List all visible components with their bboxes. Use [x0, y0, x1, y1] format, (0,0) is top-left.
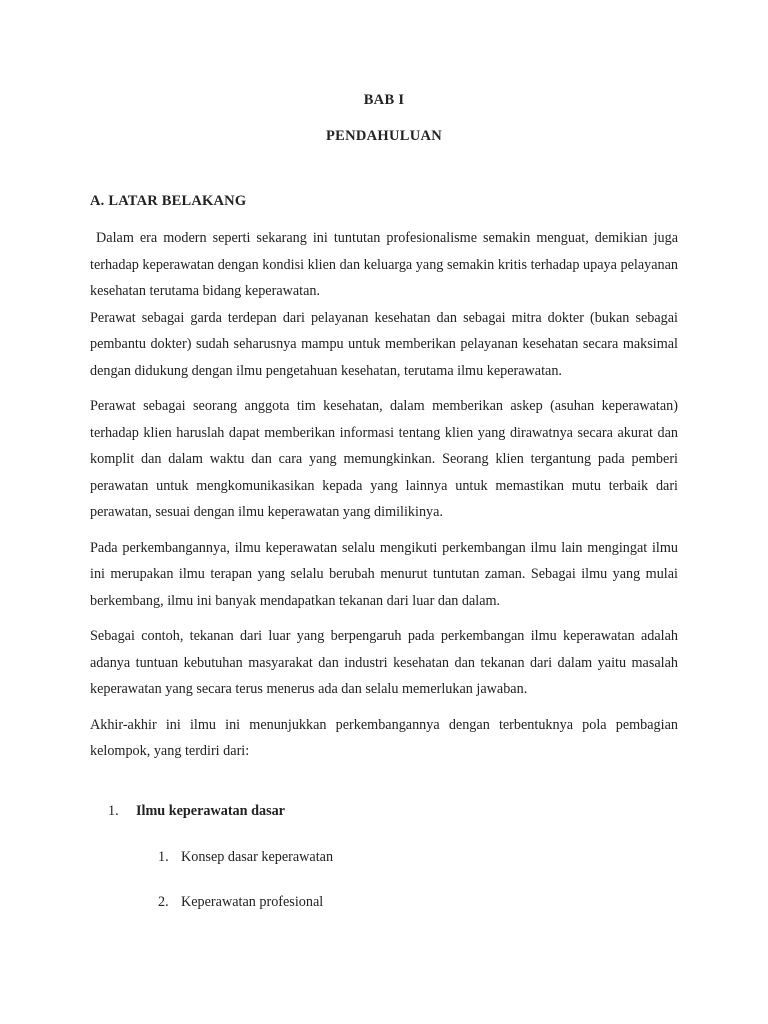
- section-heading: A. LATAR BELAKANG: [90, 193, 247, 209]
- chapter-title: PENDAHULUAN: [325, 128, 443, 144]
- paragraph-6: Akhir-akhir ini ilmu ini menunjukkan perkembangannya dengan terbentuknya pola pembagian kelompok, yang terdiri dari:: [90, 716, 678, 759]
- sub-list-item-1: [158, 849, 333, 866]
- body-text: [90, 225, 682, 765]
- sub-list-item-number: 2.: [158, 894, 169, 910]
- list-item-1: [108, 803, 285, 820]
- sub-list-item-number: 1.: [158, 849, 169, 865]
- paragraph-3: Perawat sebagai seorang anggota tim kesehatan, dalam memberikan askep (asuhan keperawatan) terhadap klien haruslah dapat memberikan informasi tentang klien yang dirawatnya secara akurat dan komplit dan dalam waktu dan cara yang memungkinkan. Seorang klien tergantung pada pemberi perawatan untuk mengkomunikasikan kepada yang lainnya untuk memastikan mutu terbaik dari perawatan, sesuai dengan ilmu keperawatan yang dimilikinya.: [90, 398, 678, 520]
- chapter-label: BAB I: [363, 92, 405, 108]
- paragraph-4: Pada perkembangannya, ilmu keperawatan selalu mengikuti perkembangan ilmu lain mengingat ilmu ini merupakan ilmu terapan yang selalu berubah menurut tuntutan zaman. Sebagai ilmu yang mulai berkembang, ilmu ini banyak mendapatkan tekanan dari luar dan dalam.: [90, 539, 678, 609]
- paragraph-1: Dalam era modern seperti sekarang ini tuntutan profesionalisme semakin menguat, demikian juga terhadap keperawatan dengan kondisi klien dan keluarga yang semakin kritis terhadap upaya pelayanan kesehatan terutama bidang keperawatan.: [90, 230, 682, 299]
- sub-list-item-text: Konsep dasar keperawatan: [181, 849, 334, 865]
- list-item-number: 1.: [108, 803, 119, 819]
- sub-list-item-2: [158, 894, 323, 911]
- sub-list-item-text: Keperawatan profesional: [181, 894, 324, 910]
- paragraph-2: Perawat sebagai garda terdepan dari pelayanan kesehatan dan sebagai mitra dokter (bukan sebagai pembantu dokter) sudah seharusnya mampu untuk memberikan pelayanan kesehatan secara maksimal dengan didukung dengan ilmu pengetahuan kesehatan, terutama ilmu keperawatan.: [90, 309, 678, 379]
- list-item-label: Ilmu keperawatan dasar: [136, 803, 285, 819]
- paragraph-5: Sebagai contoh, tekanan dari luar yang berpengaruh pada perkembangan ilmu keperawatan adalah adanya tuntuan kebutuhan masyarakat dan industri kesehatan dan tekanan dari dalam yaitu masalah keperawatan yang secara terus menerus ada dan selalu memerlukan jawaban.: [90, 628, 678, 697]
